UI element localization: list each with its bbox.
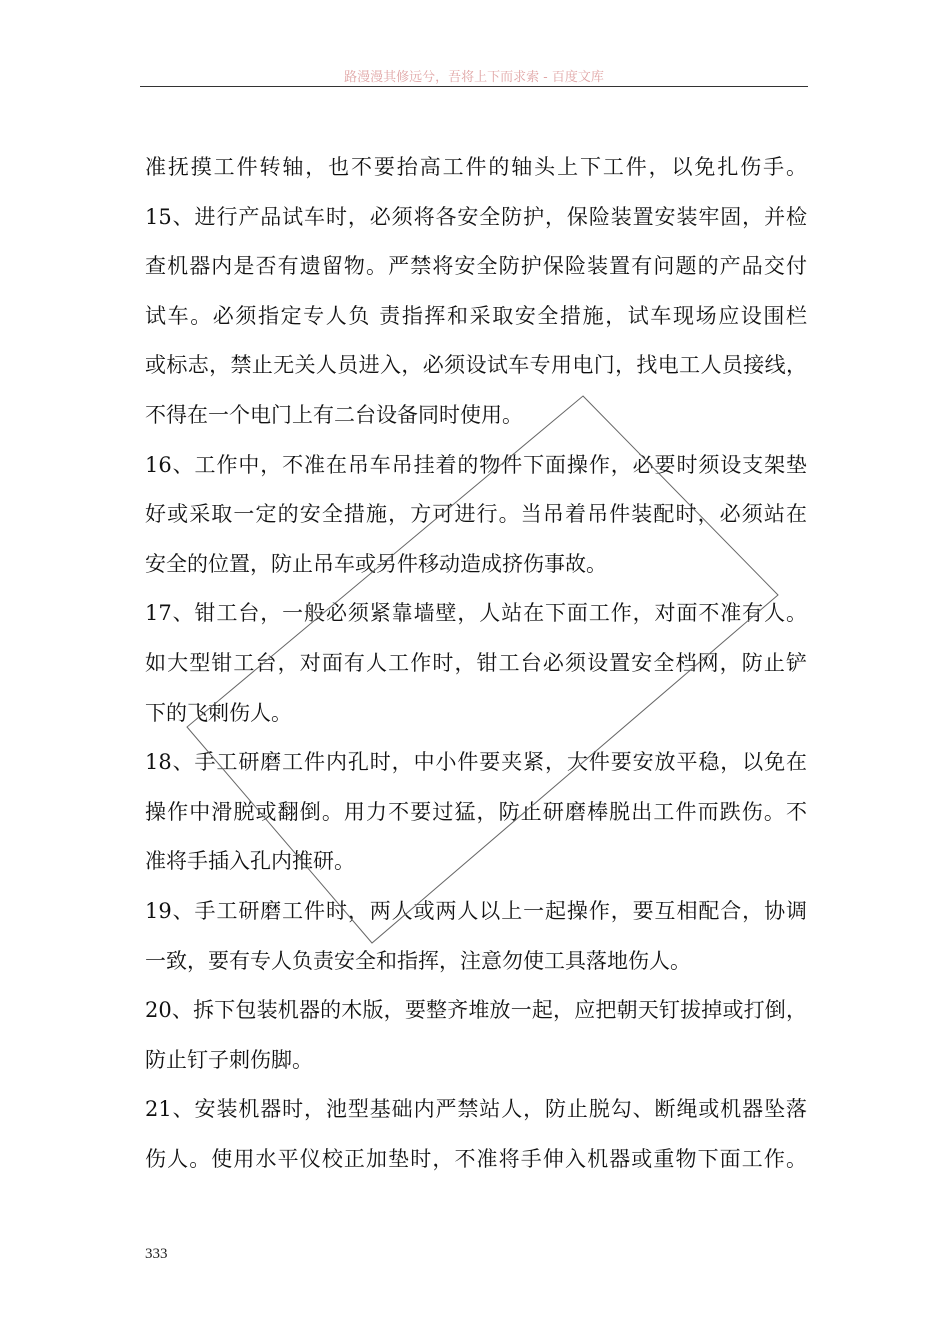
text-line: 20、拆下包装机器的木版，要整齐堆放一起，应把朝天钉拔掉或打倒， xyxy=(145,998,807,1023)
text-line: 准抚摸工件转轴，也不要抬高工件的轴头上下工件，以免扎伤手。 xyxy=(145,155,807,179)
text-line: 19、手工研磨工件时，两人或两人以上一起操作，要互相配合，协调 xyxy=(145,898,807,923)
text-line: 15、进行产品试车时，必须将各安全防护，保险装置安装牢固，并检 xyxy=(145,204,807,229)
text-line: 或标志，禁止无关人员进入，必须设试车专用电门，找电工人员接线， xyxy=(145,353,807,378)
text-line: 安全的位置，防止吊车或另件移动造成挤伤事故。 xyxy=(145,551,607,576)
page-number: 333 xyxy=(145,1246,168,1262)
document-header: 路漫漫其修远兮，吾将上下而求索 - 百度文库 xyxy=(344,70,604,85)
text-line: 好或采取一定的安全措施，方可进行。当吊着吊件装配时，必须站在 xyxy=(145,502,807,527)
text-line: 一致，要有专人负责安全和指挥，注意勿使工具落地伤人。 xyxy=(145,948,691,973)
text-line: 18、手工研磨工件内孔时，中小件要夹紧，大件要安放平稳，以免在 xyxy=(145,750,807,775)
body-text xyxy=(145,143,807,1184)
text-line: 操作中滑脱或翻倒。用力不要过猛，防止研磨棒脱出工件而跌伤。不 xyxy=(145,799,807,824)
text-line: 21、安装机器时，池型基础内严禁站人，防止脱勾、断绳或机器坠落 xyxy=(145,1097,807,1122)
text-line: 16、工作中，不准在吊车吊挂着的物件下面操作，必要时须设支架垫 xyxy=(145,452,807,477)
text-line: 不得在一个电门上有二台设备同时使用。 xyxy=(145,402,523,427)
text-line: 下的飞刺伤人。 xyxy=(145,700,292,725)
text-line: 试车。必须指定专人负 责指挥和采取安全措施，试车现场应设围栏 xyxy=(145,303,807,328)
text-line: 如大型钳工台，对面有人工作时，钳工台必须设置安全档网，防止铲 xyxy=(145,650,807,675)
text-line: 伤人。使用水平仪校正加垫时，不准将手伸入机器或重物下面工作。 xyxy=(145,1146,807,1171)
text-line: 准将手插入孔内推研。 xyxy=(145,849,355,874)
text-line: 查机器内是否有遗留物。严禁将安全防护保险装置有问题的产品交付 xyxy=(145,254,807,279)
text-line: 防止钉子刺伤脚。 xyxy=(145,1047,313,1072)
header-divider xyxy=(140,86,808,87)
text-line: 17、钳工台，一般必须紧靠墙壁，人站在下面工作，对面不准有人。 xyxy=(145,601,807,626)
